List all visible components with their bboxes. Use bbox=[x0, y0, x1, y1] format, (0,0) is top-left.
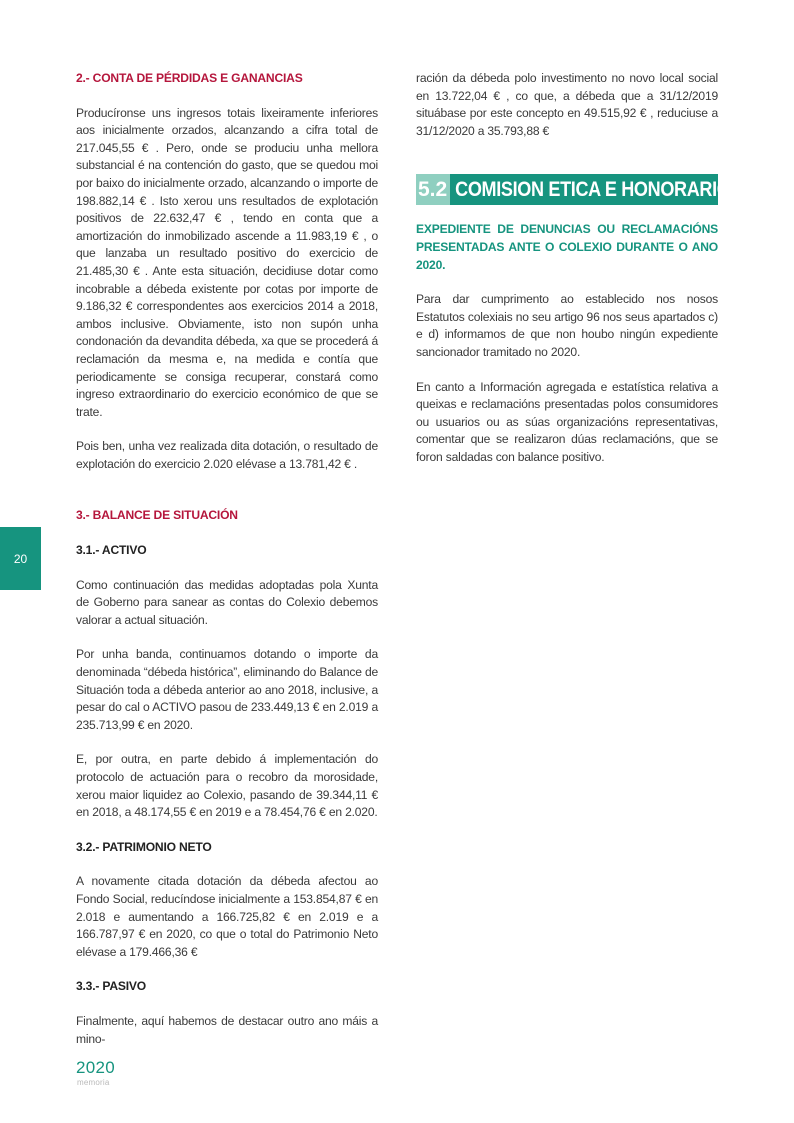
heading-activo: 3.1.- ACTIVO bbox=[76, 543, 147, 558]
paragraph-liquidez: E, por outra, en parte debido á implementación do protocolo de actuación para o recobro da morosidade, xerou maior liquidez ao Colexio, pasando de 39.344,11 € en 2018, a 48.174,55 € en 2019 e a 78.454,76 € en 2.020. bbox=[76, 752, 378, 820]
left-column bbox=[76, 70, 378, 1048]
paragraph-activo-intro: Como continuación das medidas adoptadas pola Xunta de Goberno para sanear as contas do Colexio debemos valorar a actual situación. bbox=[76, 577, 378, 627]
page-number-tab bbox=[0, 527, 41, 590]
paragraph-debeda-historica: Por unha banda, continuamos dotando o importe da denominada “débeda histórica”, eliminando do Balance de Situación toda a débeda anterior ao ano 2018, inclusive, a pesar do cal o ACTIVO pasou de 233.449,13 € en 2.019 a 235.713,99 € en 2020. bbox=[76, 647, 378, 732]
section-title: COMISION ETICA E HONORARIOS bbox=[455, 178, 743, 202]
paragraph-minoracion-debeda: ración da débeda polo investimento no novo local social en 13.722,04 € , co que, a débeda que a 31/12/2019 situábase por este concepto en 49.515,92 € , reduciuse a 31/12/2020 a 35.793,88 € bbox=[416, 71, 718, 138]
heading-pasivo: 3.3.- PASIVO bbox=[76, 979, 146, 994]
paragraph-patrimonio: A novamente citada dotación da débeda afectou ao Fondo Social, reducíndose inicialmente a 153.854,87 € en 2.018 e aumentando a 166.725,82 € en 2.019 e a 166.787,97 € en 2020, co que o total do Patrimonio Neto elévase a 179.466,36 € bbox=[76, 874, 378, 959]
right-column bbox=[416, 70, 743, 467]
heading-patrimonio-neto: 3.2.- PATRIMONIO NETO bbox=[76, 839, 212, 854]
footer-subtitle: memoria bbox=[77, 1078, 110, 1087]
paragraph-resultado-explotacion: Pois ben, unha vez realizada dita dotación, o resultado de explotación do exercicio 2.020 elévase a 13.781,42 € . bbox=[76, 439, 378, 471]
paragraph-pasivo: Finalmente, aquí habemos de destacar outro ano máis a mino- bbox=[76, 1013, 378, 1046]
section-number: 5.2 bbox=[416, 174, 450, 205]
section-banner bbox=[416, 174, 743, 205]
heading-expediente-denuncias: EXPEDIENTE DE DENUNCIAS OU RECLAMACIÓNS PRESENTADAS ANTE O COLEXIO DURANTE O ANO 2020. bbox=[416, 222, 718, 272]
page-number: 20 bbox=[13, 551, 28, 566]
paragraph-estatutos: Para dar cumprimento ao establecido nos nosos Estatutos colexiais no seu artigo 96 nos seus apartados c) e d) informamos de que non houbo ningún expediente sancionador tramitado no 2020. bbox=[416, 292, 718, 359]
footer-year: 2020 bbox=[76, 1058, 116, 1077]
heading-balance-situacion: 3.- BALANCE DE SITUACIÓN bbox=[76, 508, 238, 523]
paragraph-ingresos: Producíronse uns ingresos totais lixeiramente inferiores aos inicialmente orzados, alcanzando a cifra total de 217.045,55 € . Pero, onde se produciu unha mellora substancial é na contención do gasto, que se quedou moi por baixo do inicialmente orzado, alcanzando o importe de 198.882,14 € . Isto xerou uns resultados de explotación positivos de 22.632,47 € , tendo en conta que a amortización do inmobilizado ascende a 11.983,19 € , o que lanzaba un resultado positivo do exercicio de 21.485,30 € . Ante esta situación, decidiuse dotar como incobrable a débeda existente por cotas por importe de 9.186,32 € correspondentes aos exercicios 2014 a 2018, ambos inclusive. Obviamente, isto non supón unha condonación da devandita débeda, xa que se procederá á reclamación da mesma e, na medida e contía que periodicamente se consiga recuperar, constará como ingreso extraordinario do exercicio económico de que se trate. bbox=[76, 105, 378, 419]
heading-conta-perdidas: 2.- CONTA DE PÉRDIDAS E GANANCIAS bbox=[76, 71, 303, 85]
paragraph-reclamacions: En canto a Información agregada e estatística relativa a queixas e reclamacións presentadas polos consumidores ou usuarios ou as súas organizacións representativas, comentar que se realizaron dúas reclamacións, que se foron saldadas con balance positivo. bbox=[416, 379, 718, 464]
